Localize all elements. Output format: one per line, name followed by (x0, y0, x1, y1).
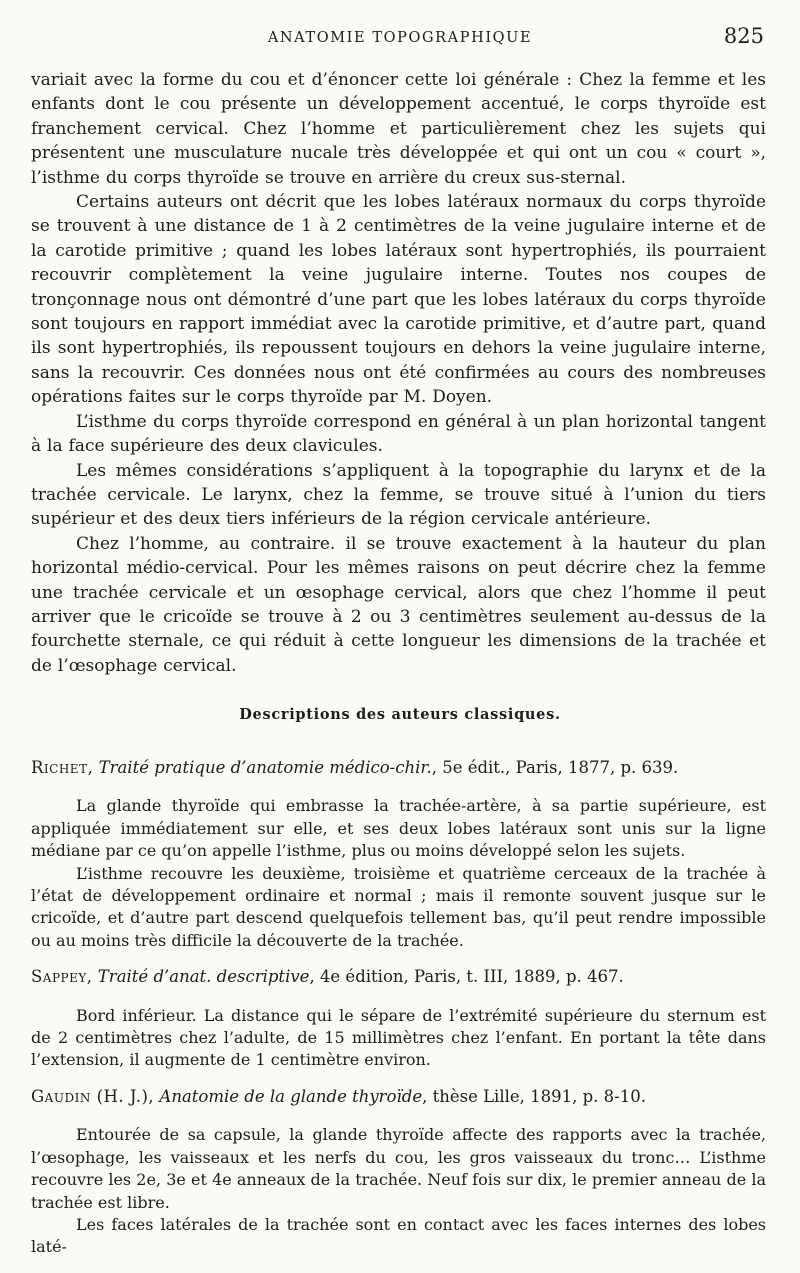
paragraph: Les mêmes considérations s’appliquent à la topographie du larynx et de la trachée cervicale. Le larynx, chez la femme, se trouve situé à l’union du tiers supérieur et des deux tiers inférieurs de la région cervicale antérieure. (31, 460, 766, 530)
citation-header (31, 966, 766, 988)
section-heading: Descriptions des auteurs classiques. (239, 706, 561, 723)
paragraph: Chez l’homme, au contraire. il se trouve exactement à la hauteur du plan horizontal médio-cervical. Pour les mêmes raisons on peut décrire chez la femme une trachée cervicale et un œsophage cervical, alors que chez l’homme il peut arriver que le cricoïde se trouve à 2 ou 3 centimètres seulement au-dessus de la fourchette sternale, ce qui réduit à cette longueur les dimensions de la trachée et de l’œsophage cervical. (31, 533, 766, 676)
citation-paragraph: La glande thyroïde qui embrasse la trachée-artère, à sa partie supérieure, est appliquée immédiatement sur elle, et ses deux lobes latéraux sont unis sur la ligne médiane par ce qu’on appelle l’isthme, plus ou moins développé selon les sujets. (31, 796, 766, 861)
citation-paragraph: Entourée de sa capsule, la glande thyroïde affecte des rapports avec la trachée, l’œsophage, les vaisseaux et les nerfs du cou, les gros vaisseaux du tronc… L’isthme recouvre les 2e, 3e et 4e anneaux de la trachée. Neuf fois sur dix, le premier anneau de la trachée est libre. (31, 1125, 766, 1212)
citation-paragraph: Les faces latérales de la trachée sont en contact avec les faces internes des lobes laté- (31, 1214, 766, 1257)
citation-author: Sappey, (31, 967, 93, 987)
running-title: ANATOMIE TOPOGRAPHIQUE (267, 30, 533, 46)
citation-title: Traité d’anat. descriptive (97, 967, 310, 987)
citation-title: Anatomie de la glande thyroïde (159, 1086, 423, 1106)
citations (31, 757, 766, 1273)
paragraph: L’isthme du corps thyroïde correspond en général à un plan horizontal tangent à la face supérieure des deux clavicules. (31, 411, 766, 457)
citation-details: , thèse Lille, 1891, p. 8-10. (422, 1086, 646, 1106)
citation-author: Gaudin (H. J.), (31, 1086, 155, 1106)
paragraph: variait avec la forme du cou et d’énoncer cette loi générale : Chez la femme et les enfants dont le cou présente un développement accentué, le corps thyroïde est franchement cervical. Chez l’homme et particulièrement chez les sujets qui présentent une musculature nucale très développée et qui ont un cou « court », l’isthme du corps thyroïde se trouve en arrière du creux sus-sternal. (31, 70, 766, 188)
citation-details: , 5e édit., Paris, 1877, p. 639. (431, 758, 679, 777)
citation-header (31, 1086, 766, 1108)
citation-header (31, 757, 766, 779)
citation-details: , 4e édition, Paris, t. III, 1889, p. 467. (309, 967, 624, 987)
citation-paragraph: Bord inférieur. La distance qui le sépare de l’extrémité supérieure du sternum est de 2 centimètres chez l’adulte, de 15 millimètres chez l’enfant. En portant la tête dans l’extension, il augmente de 1 centimètre environ. (31, 1005, 766, 1070)
citation-sappey (31, 966, 766, 1072)
citation-paragraph: L’isthme recouvre les deuxième, troisième et quatrième cerceaux de la trachée à l’état de développement ordinaire et normal ; mais il remonte souvent jusque sur le cricoïde, et d’autre part descend quelquefois tellement bas, qu’il peut rendre impossible ou au moins très difficile la découverte de la trachée. (31, 863, 766, 950)
page-number: 825 (723, 24, 764, 48)
citation-title: Traité pratique d’anatomie médico-chir. (98, 758, 432, 777)
citation-author: Richet, (31, 758, 94, 777)
citation-richet (31, 757, 766, 952)
main-text (31, 68, 766, 678)
paragraph: Certains auteurs ont décrit que les lobes latéraux normaux du corps thyroïde se trouvent à une distance de 1 à 2 centimètres de la veine jugulaire interne et de la carotide primitive ; quand les lobes latéraux sont hypertrophiés, ils pourraient recouvrir complètement la veine jugulaire interne. Toutes nos coupes de tronçonnage nous ont démontré d’une part que les lobes latéraux du corps thyroïde sont toujours en rapport immédiat avec la carotide primitive, et d’autre part, quand ils sont hypertrophiés, ils repoussent toujours en dehors la veine jugulaire interne, sans la recouvrir. Ces données nous ont été confirmées au cours des nombreuses opérations faites sur le corps thyroïde par M. Doyen. (31, 192, 766, 408)
citation-gaudin (31, 1086, 766, 1259)
